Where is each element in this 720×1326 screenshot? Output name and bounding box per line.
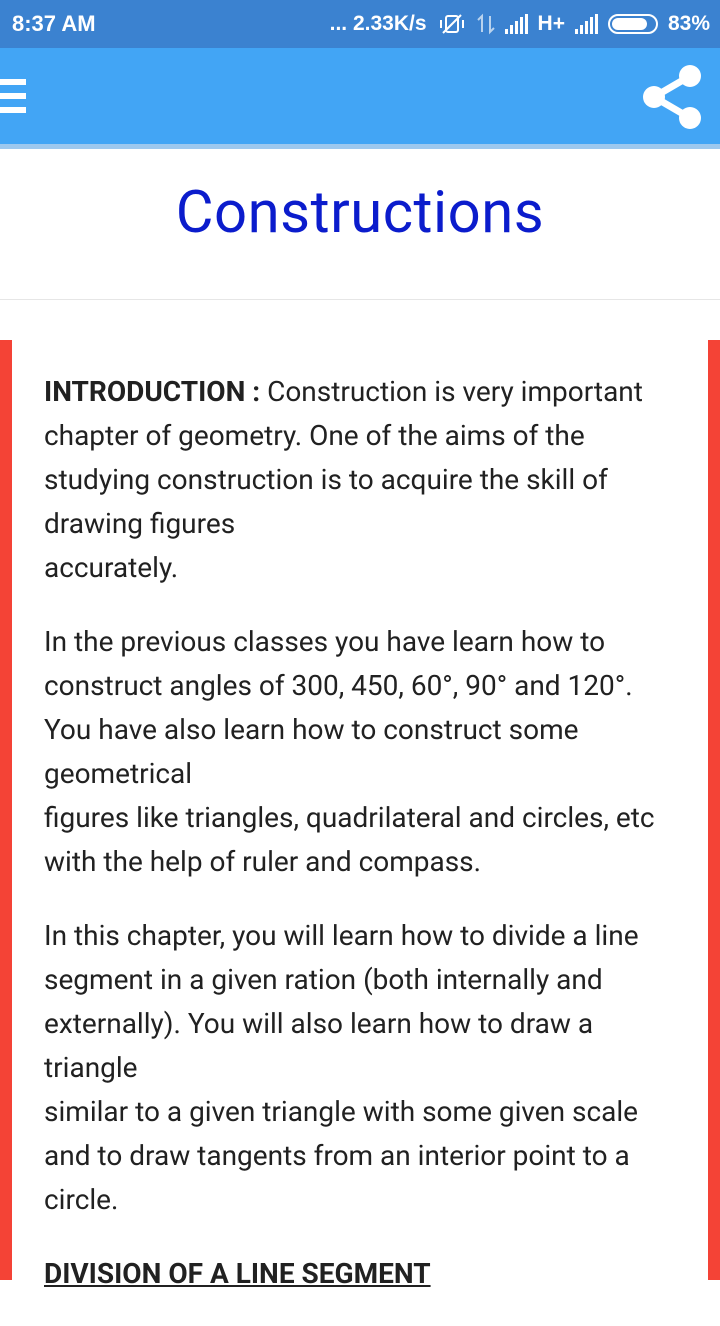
previous-classes-text-2: figures like triangles, quadrilateral and circles, etc with the help of ruler and compass. [44,801,655,878]
previous-classes-text-1: In the previous classes you have learn how to construct angles of 300, 450, 60°, 90° and 120°. You have also learn how to construct some geometrical [44,625,633,790]
hamburger-menu-icon[interactable] [0,79,26,115]
vibrate-icon [437,12,467,36]
signal-strength-icon [505,14,528,34]
network-speed: ... 2.33K/s [329,12,427,35]
chapter-overview-text-2: similar to a given triangle with some given scale and to draw tangents from an interior point to a circle. [44,1095,639,1216]
app-bar [0,48,720,149]
title-area [0,149,720,300]
intro-label: INTRODUCTION : [44,375,261,408]
status-bar [0,0,720,48]
previous-classes-paragraph [44,620,684,884]
article-content [44,370,684,1326]
share-icon[interactable] [636,60,710,134]
network-type: H+ [537,12,565,35]
intro-text: Construction is very important chapter of geometry. One of the aims of the studying construction is to acquire the skill of drawing figures [44,375,643,540]
battery-icon [608,14,658,34]
page-title: Constructions [175,179,545,247]
data-arrows-icon [477,12,495,36]
content-border-right [708,340,720,1280]
chapter-overview-text-1: In this chapter, you will learn how to divide a line segment in a given ration (both internally and externally). You will also learn how to draw a triangle [44,919,639,1084]
battery-percent: 83% [667,12,710,35]
chapter-overview-paragraph [44,914,684,1222]
signal-strength-icon-2 [575,14,598,34]
intro-paragraph [44,370,684,590]
status-time: 8:37 AM [12,11,96,36]
section-heading: DIVISION OF A LINE SEGMENT [44,1257,431,1290]
content-border-left [0,340,12,1280]
status-icons [330,0,710,48]
intro-text-end: accurately. [44,551,179,584]
